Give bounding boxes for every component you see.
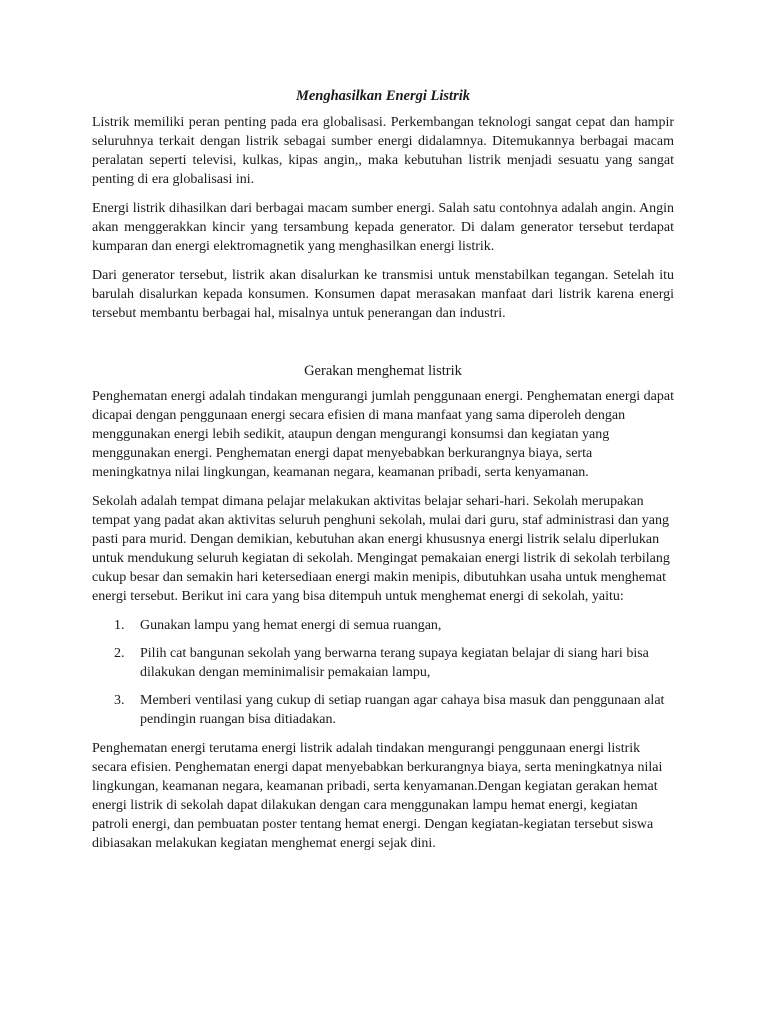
closing-paragraph: Penghematan energi terutama energi listrik adalah tindakan mengurangi penggunaan energi listrik secara efisien. Penghematan energi dapat menyebabkan berkurangnya biaya, serta meningkatnya nilai lingkungan, keamanan negara, keamanan pribadi, serta kenyamanan.Dengan kegiatan gerakan hemat energi listrik di sekolah dapat dilakukan dengan cara menggunakan lampu hemat energi, kegiatan patroli energi, dan pembuatan poster tentang hemat energi. Dengan kegiatan-kegiatan tersebut siswa dibiasakan melakukan kegiatan menghemat energi sejak dini.	[92, 741, 663, 851]
section-paragraph-1: Penghematan energi adalah tindakan mengurangi jumlah penggunaan energi. Penghematan energi dapat dicapai dengan penggunaan energi secara efisien di mana manfaat yang sama diperoleh dengan menggunakan energi lebih sedikit, ataupun dengan mengurangi konsumsi dan kegiatan yang menggunakan energi. Penghematan energi dapat menyebabkan berkurangnya biaya, serta meningkatnya nilai lingkungan, keamanan negara, keamanan pribadi, serta kenyamanan.	[92, 389, 674, 480]
list-item-text: Gunakan lampu yang hemat energi di semua ruangan,	[140, 618, 442, 633]
intro-paragraph-1: Listrik memiliki peran penting pada era globalisasi. Perkembangan teknologi sangat cepat dan hampir seluruhnya terkait dengan listrik sebagai sumber energi didalamnya. Ditemukannya berbagai macam peralatan seperti televisi, kulkas, kipas angin,, maka kebutuhan listrik menjadi sesuatu yang sangat penting di era globalisasi ini.	[92, 115, 674, 187]
list-item	[92, 616, 674, 635]
list-item-number: 2.	[114, 646, 125, 661]
list-item	[92, 644, 674, 682]
list-item-number: 3.	[114, 693, 125, 708]
section-subtitle: Gerakan menghemat listrik	[304, 363, 462, 379]
intro-paragraph-2: Energi listrik dihasilkan dari berbagai macam sumber energi. Salah satu contohnya adalah angin. Angin akan menggerakkan kincir yang tersambung kepada generator. Di dalam generator tersebut terdapat kumparan dan energi elektromagnetik yang menghasilkan energi listrik.	[92, 201, 674, 254]
list-item-text: Pilih cat bangunan sekolah yang berwarna terang supaya kegiatan belajar di siang hari bisa dilakukan dengan meminimalisir pemakaian lampu,	[140, 646, 649, 680]
tips-list	[92, 616, 674, 729]
list-item-number: 1.	[114, 618, 125, 633]
list-item-text: Memberi ventilasi yang cukup di setiap ruangan agar cahaya bisa masuk dan penggunaan alat pendingin ruangan bisa ditiadakan.	[140, 693, 665, 727]
intro-paragraph-3: Dari generator tersebut, listrik akan disalurkan ke transmisi untuk menstabilkan tegangan. Setelah itu barulah disalurkan kepada konsumen. Konsumen dapat merasakan manfaat dari listrik karena energi tersebut membantu berbagai hal, misalnya untuk penerangan dan industri.	[92, 268, 674, 321]
document-title: Menghasilkan Energi Listrik	[295, 88, 471, 104]
list-item	[92, 691, 674, 729]
document-body	[92, 86, 674, 863]
section-paragraph-2: Sekolah adalah tempat dimana pelajar melakukan aktivitas belajar sehari-hari. Sekolah merupakan tempat yang padat akan aktivitas seluruh penghuni sekolah, mulai dari guru, staf administrasi dan yang pasti para murid. Dengan demikian, kebutuhan akan energi khususnya energi listrik selalu diperlukan untuk mendukung seluruh kegiatan di sekolah. Mengingat pemakaian energi listrik di sekolah terbilang cukup besar dan semakin hari ketersediaan energi makin menipis, dibutuhkan usaha untuk menghemat energi tersebut. Berikut ini cara yang bisa ditempuh untuk menghemat energi di sekolah, yaitu:	[92, 494, 670, 604]
